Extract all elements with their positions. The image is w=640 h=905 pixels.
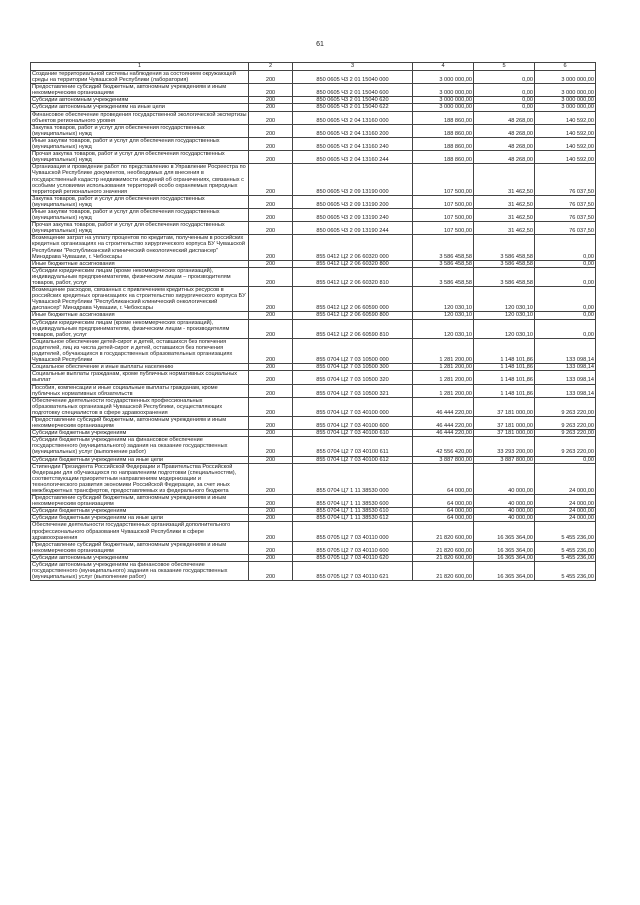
row-code-cell: 855 0412 Ц2 2 06 60320 000: [293, 235, 413, 260]
row-plan-cell: 3 586 458,58: [413, 267, 474, 286]
row-exec-cell: 16 365 364,00: [474, 522, 535, 541]
row-code-cell: 855 0705 Ц2 7 03 40110 620: [293, 554, 413, 561]
row-grbs-cell: 200: [249, 416, 293, 429]
budget-execution-table: [30, 62, 596, 581]
row-plan-cell: 3 586 458,58: [413, 260, 474, 267]
table-row: [31, 522, 596, 541]
row-rest-cell: 3 000 000,00: [535, 84, 596, 97]
table-row: [31, 364, 596, 371]
row-code-cell: 850 0605 Ч3 2 09 13190 244: [293, 222, 413, 235]
row-name-cell: Субсидии бюджетным учреждениям на иные цели: [31, 515, 249, 522]
table-row: [31, 104, 596, 111]
row-name-cell: Социальные выплаты гражданам, кроме публичных нормативных социальных выплат: [31, 371, 249, 384]
row-grbs-cell: 200: [249, 371, 293, 384]
row-plan-cell: 1 281 200,00: [413, 338, 474, 363]
row-code-cell: 850 0605 Ч3 2 01 15040 620: [293, 97, 413, 104]
row-exec-cell: 1 148 101,86: [474, 371, 535, 384]
row-name-cell: Иные бюджетные ассигнования: [31, 312, 249, 319]
row-plan-cell: 64 000,00: [413, 508, 474, 515]
row-plan-cell: 21 820 600,00: [413, 554, 474, 561]
row-exec-cell: 40 000,00: [474, 495, 535, 508]
table-row: [31, 416, 596, 429]
table-row: [31, 164, 596, 195]
row-rest-cell: 76 037,50: [535, 164, 596, 195]
row-grbs-cell: 200: [249, 562, 293, 581]
row-grbs-cell: 200: [249, 463, 293, 494]
row-plan-cell: 42 556 420,00: [413, 437, 474, 456]
table-row: [31, 97, 596, 104]
row-plan-cell: 120 030,10: [413, 319, 474, 338]
row-exec-cell: 0,00: [474, 97, 535, 104]
row-code-cell: 855 0704 Ц2 7 03 10500 321: [293, 384, 413, 397]
row-rest-cell: 140 592,00: [535, 111, 596, 124]
row-code-cell: 855 0704 Ц2 7 03 40100 000: [293, 397, 413, 416]
column-header: 2: [249, 63, 293, 71]
row-grbs-cell: 200: [249, 235, 293, 260]
row-rest-cell: 0,00: [535, 456, 596, 463]
row-name-cell: Предоставление субсидий бюджетным, автономным учреждениям и иным некоммерческим организациям: [31, 541, 249, 554]
row-rest-cell: 76 037,50: [535, 222, 596, 235]
row-rest-cell: 5 455 236,00: [535, 541, 596, 554]
row-exec-cell: 0,00: [474, 71, 535, 84]
row-code-cell: 855 0704 Ц7 1 11 38530 000: [293, 463, 413, 494]
row-plan-cell: 3 000 000,00: [413, 71, 474, 84]
row-rest-cell: 0,00: [535, 260, 596, 267]
row-grbs-cell: 200: [249, 397, 293, 416]
row-exec-cell: 40 000,00: [474, 508, 535, 515]
table-body: [31, 71, 596, 581]
row-code-cell: 855 0704 Ц2 7 03 10500 300: [293, 364, 413, 371]
row-rest-cell: 9 263 220,00: [535, 437, 596, 456]
row-grbs-cell: 200: [249, 260, 293, 267]
row-rest-cell: 3 000 000,00: [535, 97, 596, 104]
row-plan-cell: 21 820 600,00: [413, 522, 474, 541]
row-grbs-cell: 200: [249, 137, 293, 150]
row-exec-cell: 16 365 364,00: [474, 554, 535, 561]
column-header: 3: [293, 63, 413, 71]
row-grbs-cell: 200: [249, 384, 293, 397]
row-plan-cell: 107 500,00: [413, 164, 474, 195]
row-name-cell: Субсидии автономным учреждениям: [31, 97, 249, 104]
row-grbs-cell: 200: [249, 508, 293, 515]
row-name-cell: Закупка товаров, работ и услуг для обеспечения государственных (муниципальных) нужд: [31, 195, 249, 208]
row-name-cell: Субсидии юридическим лицам (кроме некоммерческих организаций), индивидуальным предпринимателям, физическим лицам - производителям товаров, работ, услуг: [31, 319, 249, 338]
row-exec-cell: 31 462,50: [474, 208, 535, 221]
row-plan-cell: 120 030,10: [413, 312, 474, 319]
row-rest-cell: 140 592,00: [535, 151, 596, 164]
row-exec-cell: 3 586 458,58: [474, 260, 535, 267]
row-code-cell: 855 0705 Ц2 7 03 40110 000: [293, 522, 413, 541]
row-name-cell: Финансовое обеспечение проведения государственной экологической экспертизы объектов регионального уровня: [32, 111, 247, 124]
row-exec-cell: 33 293 200,00: [474, 437, 535, 456]
row-code-cell: 850 0605 Ч3 2 04 13160 200: [293, 124, 413, 137]
row-name-cell: Предоставление субсидий бюджетным, автономным учреждениям и иным некоммерческим организациям: [31, 495, 249, 508]
row-code-cell: 850 0605 Ч3 2 01 15040 622: [293, 104, 413, 111]
row-exec-cell: 37 181 000,00: [474, 397, 535, 416]
table-row: [31, 397, 596, 416]
table-row: [31, 111, 596, 124]
row-exec-cell: 37 181 000,00: [474, 416, 535, 429]
row-rest-cell: 0,00: [535, 267, 596, 286]
row-name-cell: Стипендии Президента Российской Федерации и Правительства Российской Федерации для обучающихся по направлениям подготовки (специальностям), соответствующим приоритетным направлениям модернизации и технологического развития экономики Российской Федерации, за счет иных межбюджетных трансфертов, предоставляемых из федерального бюджета: [31, 463, 249, 494]
row-code-cell: 850 0605 Ч3 2 04 13160 000: [293, 111, 413, 124]
row-code-cell: 855 0705 Ц2 7 03 40110 621: [293, 562, 413, 581]
row-name-cell: Субсидии автономным учреждениям на иные цели: [31, 104, 249, 111]
row-grbs-cell: 200: [249, 456, 293, 463]
row-grbs-cell: 200: [249, 222, 293, 235]
row-plan-cell: 1 281 200,00: [413, 364, 474, 371]
table-row: [31, 541, 596, 554]
row-code-cell: 855 0412 Ц2 2 06 60590 810: [293, 319, 413, 338]
row-plan-cell: 46 444 220,00: [413, 430, 474, 437]
row-plan-cell: 107 500,00: [413, 222, 474, 235]
table-row: [31, 371, 596, 384]
row-code-cell: 855 0412 Ц2 2 06 60320 810: [293, 267, 413, 286]
row-rest-cell: 0,00: [535, 287, 596, 312]
row-grbs-cell: 200: [249, 430, 293, 437]
row-rest-cell: 140 592,00: [535, 124, 596, 137]
row-exec-cell: 120 030,10: [474, 312, 535, 319]
row-name-cell: Организация и проведение работ по представлению в Управление Росреестра по Чувашской Республике документов, необходимых для внесения в государственный кадастр недвижимости сведений об ограничениях, связанных с особыми условиями использования территорий особо охраняемых природных территорий регионального значения: [31, 164, 249, 195]
column-header: 6: [535, 63, 596, 71]
row-code-cell: 855 0412 Ц2 2 06 60320 800: [293, 260, 413, 267]
row-grbs-cell: 200: [249, 267, 293, 286]
row-plan-cell: 21 820 600,00: [413, 541, 474, 554]
row-plan-cell: 3 000 000,00: [413, 104, 474, 111]
row-exec-cell: 3 586 458,58: [474, 267, 535, 286]
row-rest-cell: 0,00: [535, 235, 596, 260]
table-row: [31, 151, 596, 164]
row-code-cell: 850 0605 Ч3 2 09 13190 240: [293, 208, 413, 221]
table-row: [31, 515, 596, 522]
row-rest-cell: 76 037,50: [535, 195, 596, 208]
table-row: [31, 287, 596, 312]
row-exec-cell: 48 268,00: [474, 124, 535, 137]
row-plan-cell: 3 000 000,00: [413, 97, 474, 104]
row-grbs-cell: 200: [249, 554, 293, 561]
row-plan-cell: 120 030,10: [413, 287, 474, 312]
row-grbs-cell: 200: [249, 84, 293, 97]
row-plan-cell: 3 887 800,00: [413, 456, 474, 463]
row-plan-cell: 3 000 000,00: [413, 84, 474, 97]
table-row: [31, 554, 596, 561]
row-exec-cell: 16 365 364,00: [474, 562, 535, 581]
row-rest-cell: 133 098,14: [535, 338, 596, 363]
table-row: [31, 456, 596, 463]
row-grbs-cell: 200: [249, 364, 293, 371]
row-name-cell: Иные закупки товаров, работ и услуг для обеспечения государственных (муниципальных) нужд: [31, 137, 249, 150]
row-exec-cell: 3 887 800,00: [474, 456, 535, 463]
row-rest-cell: 76 037,50: [535, 208, 596, 221]
row-grbs-cell: 200: [249, 97, 293, 104]
row-rest-cell: 24 000,00: [535, 508, 596, 515]
row-grbs-cell: 200: [249, 71, 293, 84]
row-exec-cell: 31 462,50: [474, 222, 535, 235]
row-rest-cell: 0,00: [535, 312, 596, 319]
row-rest-cell: 9 263 220,00: [535, 430, 596, 437]
row-grbs-cell: 200: [249, 495, 293, 508]
row-exec-cell: 16 365 364,00: [474, 541, 535, 554]
row-grbs-cell: 200: [249, 437, 293, 456]
table-row: [31, 267, 596, 286]
row-code-cell: 850 0605 Ч3 2 01 15040 000: [293, 71, 413, 84]
table-row: [31, 562, 596, 581]
row-grbs-cell: 200: [249, 338, 293, 363]
row-grbs-cell: 200: [249, 164, 293, 195]
row-code-cell: 855 0704 Ц2 7 03 40100 600: [293, 416, 413, 429]
row-rest-cell: 24 000,00: [535, 463, 596, 494]
row-plan-cell: 46 444 220,00: [413, 397, 474, 416]
table-row: [31, 71, 596, 84]
row-grbs-cell: 200: [249, 515, 293, 522]
row-plan-cell: 188 860,00: [413, 137, 474, 150]
row-grbs-cell: 200: [249, 522, 293, 541]
row-name-cell: Предоставление субсидий бюджетным, автономным учреждениям и иным некоммерческим организациям: [31, 416, 249, 429]
row-code-cell: 855 0704 Ц2 7 03 10500 000: [293, 338, 413, 363]
row-rest-cell: 9 263 220,00: [535, 397, 596, 416]
row-rest-cell: 24 000,00: [535, 495, 596, 508]
row-code-cell: 855 0704 Ц7 1 11 38530 600: [293, 495, 413, 508]
row-exec-cell: 48 268,00: [474, 111, 535, 124]
row-code-cell: 855 0704 Ц2 7 03 10500 320: [293, 371, 413, 384]
row-name-cell: Прочая закупка товаров, работ и услуг для обеспечения государственных (муниципальных) нужд: [31, 222, 249, 235]
row-code-cell: 855 0705 Ц2 7 03 40110 600: [293, 541, 413, 554]
row-code-cell: 855 0704 Ц2 7 03 40100 611: [293, 437, 413, 456]
row-grbs-cell: 200: [249, 111, 293, 124]
row-name-cell: Субсидии автономным учреждениям: [31, 554, 249, 561]
row-name-cell: Прочая закупка товаров, работ и услуг для обеспечения государственных (муниципальных) нужд: [31, 151, 249, 164]
column-header: 1: [31, 63, 249, 71]
table-row: [31, 384, 596, 397]
row-grbs-cell: 200: [249, 287, 293, 312]
row-grbs-cell: 200: [249, 541, 293, 554]
row-code-cell: 850 0605 Ч3 2 09 13190 200: [293, 195, 413, 208]
table-row: [31, 338, 596, 363]
table-row: [31, 235, 596, 260]
table-row: [31, 195, 596, 208]
row-exec-cell: 31 462,50: [474, 164, 535, 195]
row-name-cell: Субсидии бюджетным учреждениям: [31, 508, 249, 515]
row-name-cell: Социальное обеспечение детей-сирот и детей, оставшихся без попечения родителей, лиц из числа детей-сирот и детей, оставшихся без попечения родителей, обучающихся в государственных образовательных организациях Чувашской Республики: [31, 338, 249, 363]
table-row: [31, 208, 596, 221]
row-code-cell: 850 0605 Ч3 2 01 15040 600: [293, 84, 413, 97]
table-row: [31, 312, 596, 319]
row-exec-cell: 1 148 101,86: [474, 338, 535, 363]
row-exec-cell: 0,00: [474, 84, 535, 97]
table-row: [31, 463, 596, 494]
row-plan-cell: 188 860,00: [413, 111, 474, 124]
table-row: [31, 260, 596, 267]
row-exec-cell: 31 462,50: [474, 195, 535, 208]
row-plan-cell: 64 000,00: [413, 515, 474, 522]
row-plan-cell: 107 500,00: [413, 195, 474, 208]
row-rest-cell: 133 098,14: [535, 364, 596, 371]
row-exec-cell: 120 030,10: [474, 319, 535, 338]
row-rest-cell: 3 000 000,00: [535, 71, 596, 84]
row-rest-cell: 3 000 000,00: [535, 104, 596, 111]
table-row: [31, 137, 596, 150]
row-plan-cell: 107 500,00: [413, 208, 474, 221]
row-name-cell: Субсидии бюджетным учреждениям на финансовое обеспечение государственного (муниципального) задания на оказание государственных (муниципальных) услуг (выполнение работ): [31, 437, 249, 456]
row-plan-cell: 188 860,00: [413, 151, 474, 164]
row-name-cell: Пособия, компенсации и иные социальные выплаты гражданам, кроме публичных нормативных обязательств: [31, 384, 249, 397]
row-code-cell: 855 0412 Ц2 2 06 60590 800: [293, 312, 413, 319]
row-name-cell: Иные бюджетные ассигнования: [31, 260, 249, 267]
row-rest-cell: 24 000,00: [535, 515, 596, 522]
row-exec-cell: 1 148 101,86: [474, 384, 535, 397]
page-number: 61: [316, 41, 324, 48]
row-plan-cell: 3 586 458,58: [413, 235, 474, 260]
row-rest-cell: 5 455 236,00: [535, 562, 596, 581]
row-code-cell: 855 0704 Ц7 1 11 38530 610: [293, 508, 413, 515]
row-name-cell: Обеспечение деятельности государственных профессиональных образовательных организаций Чувашской Республики, осуществляющих подготовку специалистов в сфере здравоохранения: [31, 397, 249, 416]
row-grbs-cell: 200: [249, 151, 293, 164]
row-grbs-cell: 200: [249, 124, 293, 137]
row-code-cell: 855 0704 Ц2 7 03 40100 610: [293, 430, 413, 437]
table-header-row: [31, 63, 596, 71]
row-name-cell: Иные закупки товаров, работ и услуг для обеспечения государственных (муниципальных) нужд: [31, 208, 249, 221]
row-plan-cell: 46 444 220,00: [413, 416, 474, 429]
table-row: [31, 430, 596, 437]
table-row: [31, 222, 596, 235]
column-header: 4: [413, 63, 474, 71]
row-rest-cell: 140 592,00: [535, 137, 596, 150]
row-code-cell: 855 0704 Ц2 7 03 40100 612: [293, 456, 413, 463]
row-exec-cell: 120 030,10: [474, 287, 535, 312]
row-name-cell: Субсидии юридическим лицам (кроме некоммерческих организаций), индивидуальным предпринимателям, физическим лицам – производителям товаров, работ, услуг: [31, 267, 249, 286]
row-plan-cell: 188 860,00: [413, 124, 474, 137]
table-row: [31, 124, 596, 137]
row-code-cell: 855 0412 Ц2 2 06 60590 000: [293, 287, 413, 312]
row-rest-cell: 0,00: [535, 319, 596, 338]
table-row: [31, 84, 596, 97]
row-exec-cell: 40 000,00: [474, 463, 535, 494]
row-exec-cell: 48 268,00: [474, 137, 535, 150]
row-grbs-cell: 200: [249, 104, 293, 111]
row-name-cell: Субсидии бюджетным учреждениям: [31, 430, 249, 437]
row-plan-cell: 1 281 200,00: [413, 371, 474, 384]
row-code-cell: 855 0704 Ц7 1 11 38530 612: [293, 515, 413, 522]
row-grbs-cell: 200: [249, 319, 293, 338]
row-code-cell: 850 0605 Ч3 2 09 13190 000: [293, 164, 413, 195]
row-name-cell: Субсидии бюджетным учреждениям на иные цели: [31, 456, 249, 463]
row-code-cell: 850 0605 Ч3 2 04 13160 244: [293, 151, 413, 164]
row-name-cell: Предоставление субсидий бюджетным, автономным учреждениям и иным некоммерческим организациям: [31, 84, 249, 97]
table-row: [31, 437, 596, 456]
row-code-cell: 850 0605 Ч3 2 04 13160 240: [293, 137, 413, 150]
row-rest-cell: 133 098,14: [535, 384, 596, 397]
row-rest-cell: 133 098,14: [535, 371, 596, 384]
table-row: [31, 508, 596, 515]
row-plan-cell: 1 281 200,00: [413, 384, 474, 397]
row-plan-cell: 64 000,00: [413, 495, 474, 508]
row-name-cell: Закупка товаров, работ и услуг для обеспечения государственных (муниципальных) нужд: [31, 124, 249, 137]
row-exec-cell: 3 586 458,58: [474, 235, 535, 260]
row-exec-cell: 37 181 000,00: [474, 430, 535, 437]
row-grbs-cell: 200: [249, 195, 293, 208]
row-rest-cell: 5 455 236,00: [535, 554, 596, 561]
row-plan-cell: 64 000,00: [413, 463, 474, 494]
row-exec-cell: 1 148 101,86: [474, 364, 535, 371]
row-grbs-cell: 200: [249, 312, 293, 319]
row-name-cell: Возмещение затрат на уплату процентов по кредитам, полученным в российских кредитных организациях на строительство хирургического корпуса БУ Чувашской Республики "Республиканский клинический онкологический диспансер" Минздрава Чувашии, г. Чебоксары: [31, 235, 249, 260]
row-exec-cell: 0,00: [474, 104, 535, 111]
row-name-cell: Возмещение расходов, связанных с привлечением кредитных ресурсов в российских кредитных организациях на строительство хирургического корпуса БУ Чувашской Республики "Республиканский клинический онкологический диспансер" Минздрава Чувашии, г. Чебоксары: [31, 287, 249, 312]
row-name-cell: Обеспечение деятельности государственных организаций дополнительного профессионального образования Чувашской Республики в сфере здравоохранения: [31, 522, 249, 541]
row-grbs-cell: 200: [249, 208, 293, 221]
table-row: [31, 495, 596, 508]
column-header: 5: [474, 63, 535, 71]
row-rest-cell: 5 455 236,00: [535, 522, 596, 541]
row-exec-cell: 48 268,00: [474, 151, 535, 164]
table-row: [31, 319, 596, 338]
row-exec-cell: 40 000,00: [474, 515, 535, 522]
row-name-cell: Социальное обеспечение и иные выплаты населению: [31, 364, 249, 371]
row-rest-cell: 9 263 220,00: [535, 416, 596, 429]
row-name-cell: Создание территориальной системы наблюдения за состоянием окружающей среды на территории Чувашской Республики (лаборатория): [31, 71, 249, 84]
row-plan-cell: 21 820 600,00: [413, 562, 474, 581]
row-name-cell: Субсидии автономным учреждениям на финансовое обеспечение государственного (муниципального) задания на оказание государственных (муниципальных) услуг (выполнение работ): [31, 562, 249, 581]
